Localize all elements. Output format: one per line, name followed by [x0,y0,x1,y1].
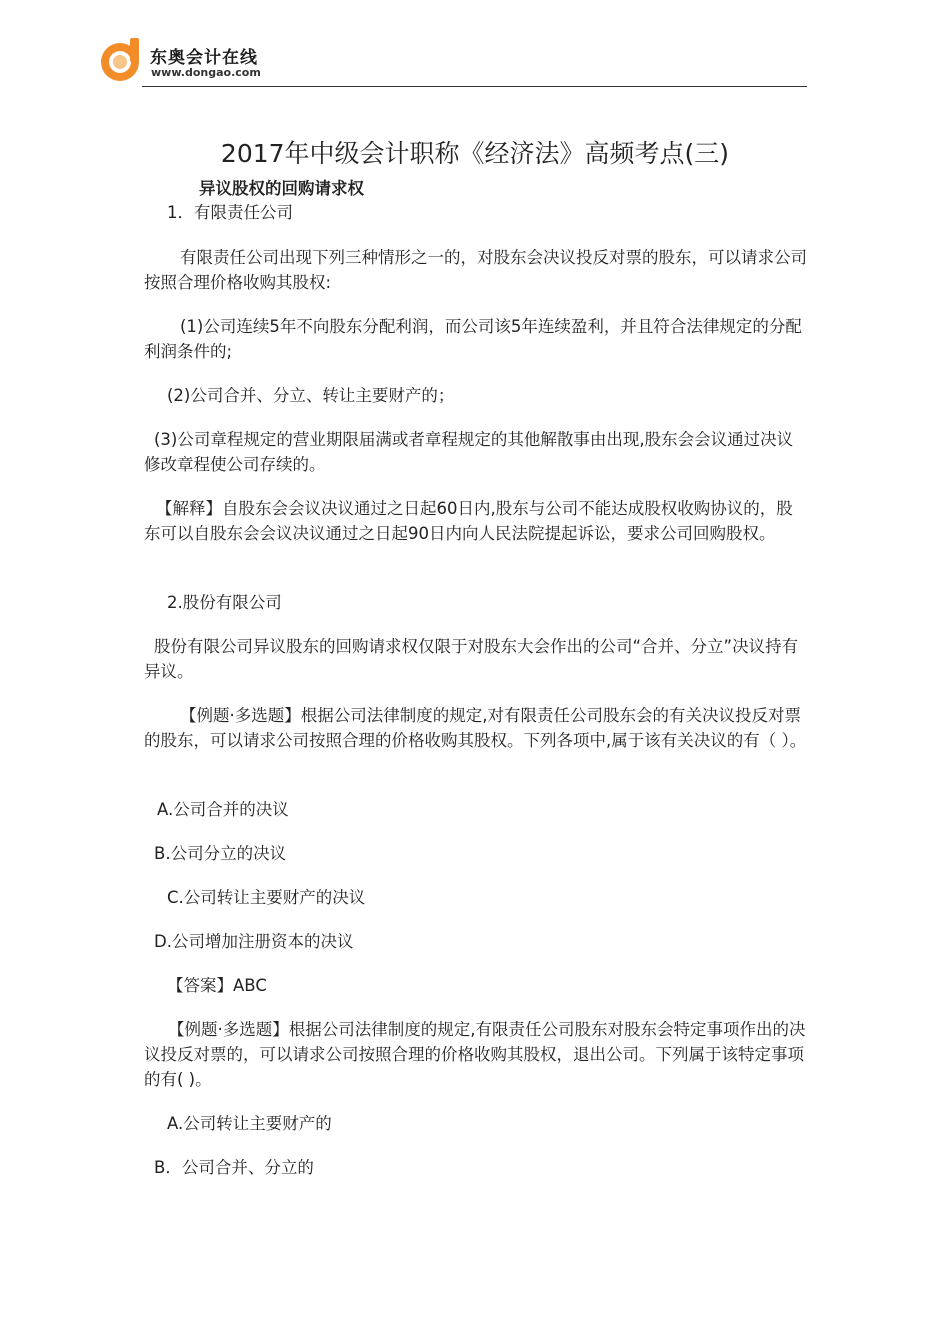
brand-name: 东奥会计在线 [150,48,258,68]
condition-3: (3)公司章程规定的营业期限届满或者章程规定的其他解散事由出现,股东会会议通过决议修改章程使公司存续的。 [144,430,794,474]
section-heading: 异议股权的回购请求权 [199,179,364,198]
ex1-option-a: A.公司合并的决议 [157,800,289,819]
document-title: 2017年中级会计职称《经济法》高频考点(三) [220,139,730,168]
ex1-option-c: C.公司转让主要财产的决议 [167,888,366,907]
ex1-answer: 【答案】ABC [167,976,267,995]
header-divider [142,86,807,87]
ex2-option-b: B．公司合并、分立的 [154,1158,314,1177]
condition-1: (1)公司连续5年不向股东分配利润，而公司该5年连续盈利，并且符合法律规定的分配利润条件的; [144,317,802,361]
para-conditions-intro: 有限责任公司出现下列三种情形之一的，对股东会决议投反对票的股东，可以请求公司按照合理价格收购其股权: [144,248,807,292]
brand-url: www.dongao.com [151,66,261,79]
para-joint-stock: 股份有限公司异议股东的回购请求权仅限于对股东大会作出的公司“合并、分立”决议持有异议。 [144,637,799,681]
ex1-option-b: B.公司分立的决议 [154,844,287,863]
example-question-2: 【例题·多选题】根据公司法律制度的规定,有限责任公司股东对股东会特定事项作出的决议投反对票的，可以请求公司按照合理的价格收购其股权，退出公司。下列属于该特定事项的有( )。 [144,1020,806,1089]
condition-2: (2)公司合并、分立、转让主要财产的； [167,386,455,405]
dongao-logo-icon [98,36,144,82]
page-header [98,30,808,88]
ex2-option-a: A.公司转让主要财产的 [167,1114,332,1133]
example-question-1: 【例题·多选题】根据公司法律制度的规定,对有限责任公司股东会的有关决议投反对票的股东，可以请求公司按照合理的价格收购其股权。下列各项中,属于该有关决议的有（ ）。 [144,706,807,750]
ex1-option-d: D.公司增加注册资本的决议 [154,932,354,951]
item1-heading: 1．有限责任公司 [167,203,293,222]
item2-heading: 2.股份有限公司 [167,593,282,612]
explanation-note: 【解释】自股东会会议决议通过之日起60日内,股东与公司不能达成股权收购协议的，股东可以自股东会会议决议通过之日起90日内向人民法院提起诉讼，要求公司回购股权。 [144,499,793,543]
